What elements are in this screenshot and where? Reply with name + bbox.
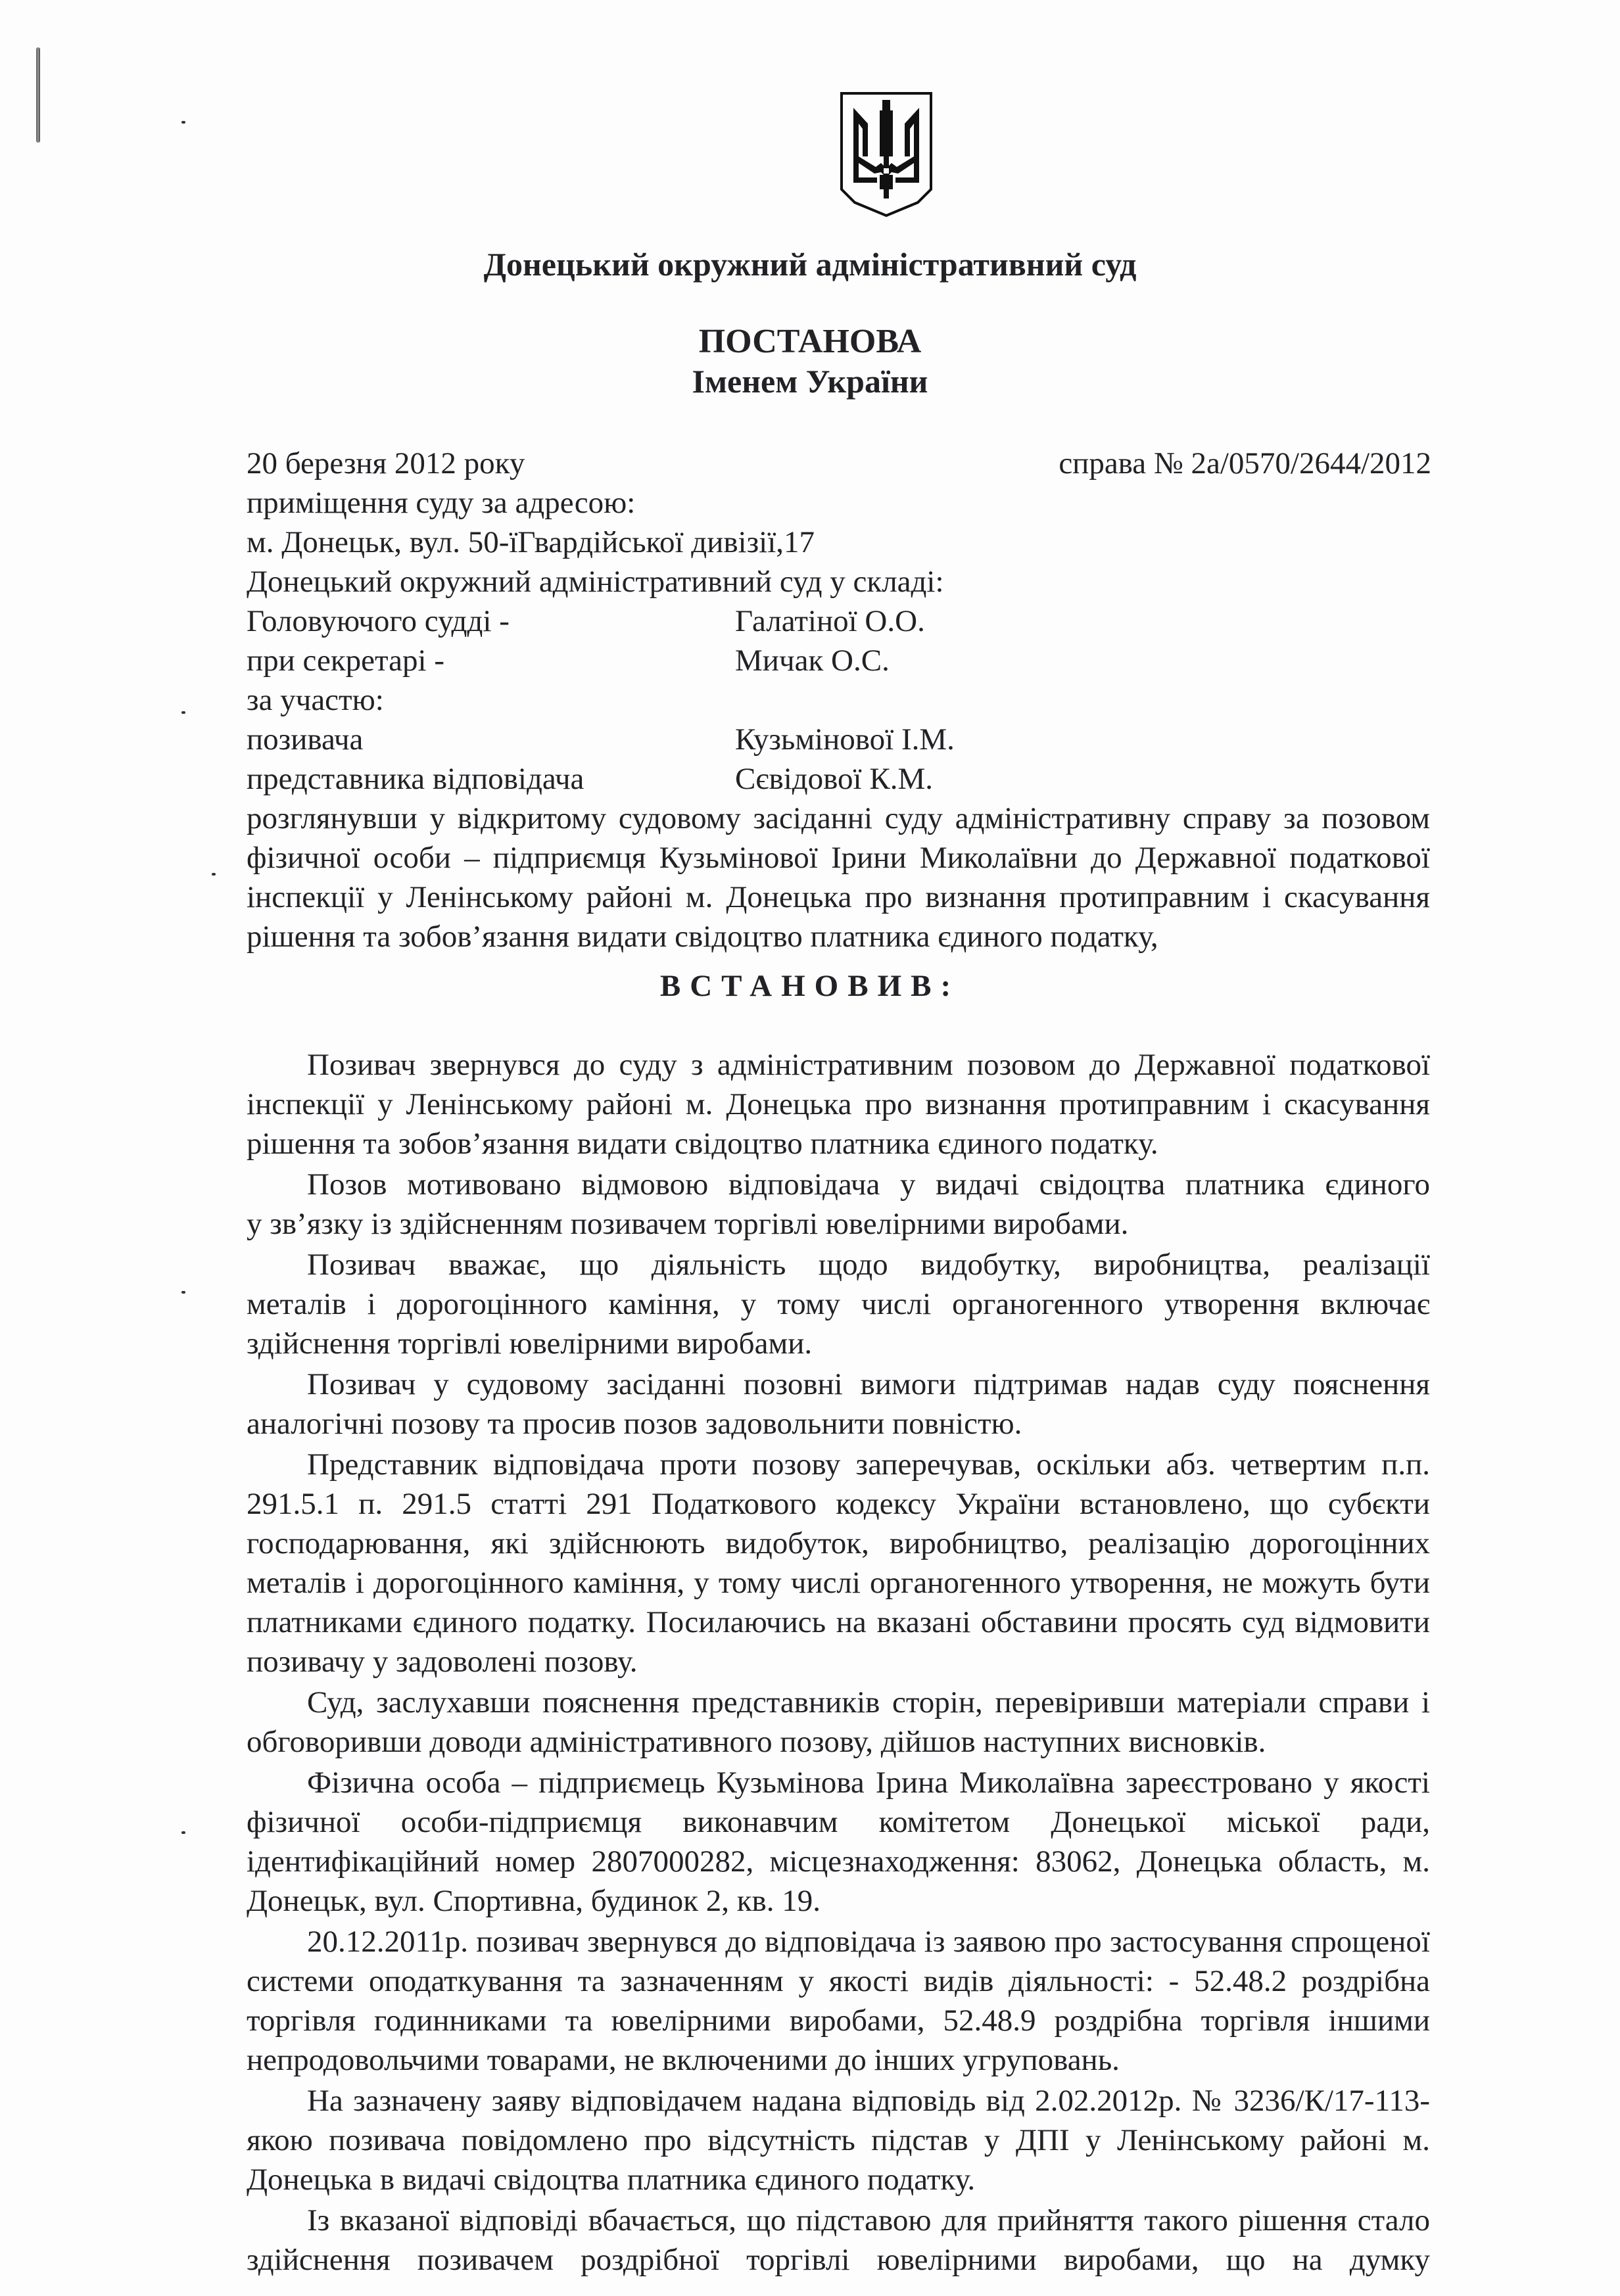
court-name: Донецький окружний адміністративний суд [483, 246, 1137, 283]
court-composition: Донецький окружний адміністративний суд у складі: [247, 565, 944, 599]
participant-name: Мичак О.С. [735, 644, 890, 678]
paragraph-first-line: Позов мотивовано відмовою відповідача у видачі свідоцтва платника єдиного [307, 1167, 1430, 1202]
paragraph-line: господарювання, які здійснюють видобуток, виробництво, реалізацію дорогоцінних [247, 1526, 1430, 1560]
paragraph-line: Донецька в видачі свідоцтва платника єдиного податку. [247, 2163, 976, 2197]
paragraph-line: металів і дорогоцінного каміння, у тому числі органогенного утворення включає [247, 1287, 1430, 1321]
paragraph-line: 291.5.1 п. 291.5 статті 291 Податкового кодексу України встановлено, що субєкти [247, 1487, 1430, 1521]
paragraph-line: якою позивача повідомлено про відсутність підстав у ДПІ у Ленінському районі м. [247, 2123, 1430, 2157]
scan-speck [212, 873, 216, 876]
participant-name: Галатіної О.О. [735, 604, 925, 638]
participant-role: представника відповідача [247, 762, 584, 796]
coat-of-arms-of-ukraine-icon [839, 91, 934, 218]
staple-mark [36, 47, 40, 143]
paragraph-line: аналогічні позову та просив позов задовольнити повністю. [247, 1407, 1022, 1441]
intro-line: інспекції у Ленінському районі м. Донецька про визнання протиправним і скасування [247, 880, 1430, 914]
paragraph-line: обговоривши доводи адміністративного позову, дійшов наступних висновків. [247, 1725, 1266, 1759]
participant-role: за участю: [247, 683, 384, 717]
paragraph-line: непродовольчими товарами, не включеними до інших угруповань. [247, 2043, 1120, 2077]
paragraph-line: здійснення позивачем роздрібної торгівлі ювелірними виробами, що на думку [247, 2243, 1430, 2277]
intro-line: фізичної особи – підприємця Кузьмінової Ірини Миколаївни до Державної податкової [247, 841, 1430, 875]
scan-speck [181, 711, 185, 714]
paragraph-first-line: 20.12.2011р. позивач звернувся до відповідача із заявою про застосування спрощеної [307, 1925, 1430, 1959]
address-label: приміщення суду за адресою: [247, 486, 636, 520]
paragraph-line: інспекції у Ленінському районі м. Донецька про визнання протиправним і скасування [247, 1087, 1430, 1121]
paragraph-line: ідентифікаційний номер 2807000282, місцезнаходження: 83062, Донецька область, м. [247, 1844, 1430, 1879]
paragraph-line: фізичної особи-підприємця виконавчим комітетом Донецької міської ради, [247, 1805, 1430, 1839]
intro-line: розглянувши у відкритому судовому засіданні суду адміністративну справу за позовом [247, 801, 1430, 835]
decision-date: 20 березня 2012 року [247, 446, 525, 480]
paragraph-first-line: Фізична особа – підприємець Кузьмінова Ірина Миколаївна зареєстровано у якості [307, 1766, 1430, 1800]
paragraph-first-line: Представник відповідача проти позову заперечував, оскільки абз. четвертим п.п. [307, 1447, 1430, 1482]
paragraph-line: здійснення торгівлі ювелірними виробами. [247, 1326, 813, 1361]
participant-role: Головуючого судді - [247, 604, 510, 638]
participant-name: Сєвідової К.М. [735, 762, 934, 796]
scan-speck [181, 1831, 185, 1834]
paragraph-line: платниками єдиного податку. Посилаючись на вказані обставини просять суд відмовити [247, 1605, 1430, 1639]
established-heading: ВСТАНОВИВ: [659, 969, 961, 1003]
intro-line: рішення та зобов’язання видати свідоцтво платника єдиного податку, [247, 920, 1158, 954]
paragraph-line: торгівля годинниками та ювелірними виробами, 52.48.9 роздрібна торгівля іншими [247, 2003, 1430, 2038]
document-type: ПОСТАНОВА [698, 323, 922, 360]
scan-speck [181, 121, 185, 124]
participant-role: позивача [247, 722, 364, 757]
paragraph-line: системи оподаткування та зазначенням у якості видів діяльності: - 52.48.2 роздрібна [247, 1964, 1430, 1998]
paragraph-first-line: Позивач у судовому засіданні позовні вимоги підтримав надав суду пояснення [307, 1367, 1430, 1401]
case-number: справа № 2а/0570/2644/2012 [1059, 446, 1431, 480]
paragraph-first-line: На зазначену заяву відповідачем надана відповідь від 2.02.2012р. № 3236/К/17-113- [307, 2084, 1430, 2118]
paragraph-first-line: Із вказаної відповіді вбачається, що підставою для прийняття такого рішення стало [307, 2203, 1430, 2237]
paragraph-line: металів і дорогоцінного каміння, у тому числі органогенного утворення, не можуть бути [247, 1566, 1430, 1600]
paragraph-first-line: Суд, заслухавши пояснення представників сторін, перевіривши матеріали справи і [307, 1685, 1430, 1720]
court-address: м. Донецьк, вул. 50-їГвардійської дивізії,17 [247, 525, 815, 559]
paragraph-line: у зв’язку із здійсненням позивачем торгівлі ювелірними виробами. [247, 1207, 1129, 1241]
paragraph-first-line: Позивач звернувся до суду з адміністративним позовом до Державної податкової [307, 1048, 1430, 1082]
paragraph-line: рішення та зобов’язання видати свідоцтво платника єдиного податку. [247, 1127, 1158, 1161]
document-subtitle: Іменем України [692, 363, 928, 400]
participant-role: при секретарі - [247, 644, 444, 678]
participant-name: Кузьмінової І.М. [735, 722, 955, 757]
scan-speck [181, 1291, 185, 1294]
paragraph-line: позивачу у задоволені позову. [247, 1645, 638, 1679]
paragraph-line: Донецьк, вул. Спортивна, будинок 2, кв. 19. [247, 1884, 821, 1918]
paragraph-first-line: Позивач вважає, що діяльність щодо видобутку, виробництва, реалізації [307, 1248, 1430, 1282]
